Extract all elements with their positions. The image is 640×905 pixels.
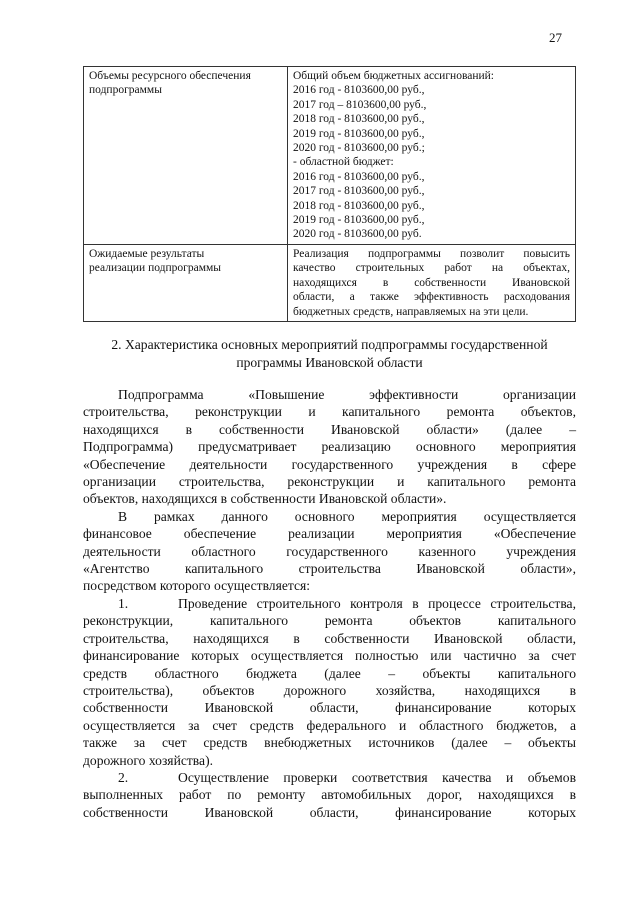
text-line: строительства), объектов дорожного хозяйства, находящихся в: [83, 682, 576, 698]
table-cell-label: [84, 244, 288, 321]
text-line: 2018 год - 8103600,00 руб.,: [293, 199, 425, 212]
body-text: [83, 386, 576, 821]
text-line: строительства, находящихся в собственности Ивановской области,: [83, 630, 576, 646]
text-line: [83, 595, 576, 612]
text-line: качество строительных работ на объектах,: [293, 262, 570, 275]
text-line: дорожного хозяйства).: [83, 752, 214, 768]
text-line: Объемы ресурсного обеспечения: [89, 70, 251, 82]
text-line: Ожидаемые результаты: [89, 247, 205, 260]
text-line: 2020 год - 8103600,00 руб.: [293, 228, 422, 241]
text-line: 2017 год – 8103600,00 руб.,: [293, 98, 427, 111]
heading-line: программы Ивановской области: [236, 354, 423, 370]
text-line: 2020 год - 8103600,00 руб.;: [293, 142, 425, 155]
table-row: [84, 67, 576, 245]
text-line: реализации подпрограммы: [89, 262, 222, 275]
text-line: Реализация подпрограммы позволит повысить: [293, 247, 570, 260]
heading-line: 2. Характеристика основных мероприятий подпрограммы государственной: [111, 337, 548, 352]
text-line-content: Проведение строительного контроля в процессе строительства,: [178, 595, 576, 611]
text-line: «Агентство капитального строительства Ивановской области»,: [83, 561, 576, 577]
section-heading: [83, 336, 576, 371]
text-line: 2016 год - 8103600,00 руб.,: [293, 170, 425, 183]
table-cell-label: [84, 67, 288, 245]
text-line: подпрограммы: [89, 84, 162, 97]
text-line-content: Осуществление проверки соответствия качества и объемов: [178, 769, 576, 785]
text-line: Общий объем бюджетных ассигнований:: [293, 70, 494, 82]
text-line: финансовое обеспечение реализации мероприятия «Обеспечение: [83, 526, 576, 542]
text-line: [83, 769, 576, 786]
text-line: также за счет средств внебюджетных источников (далее – объекты: [83, 735, 576, 751]
page-number: 27: [549, 30, 562, 45]
item-number: 2.: [118, 769, 129, 785]
item-number: 1.: [118, 595, 129, 611]
table-cell-value: [288, 67, 576, 245]
text-line: - областной бюджет:: [293, 156, 394, 169]
subprogram-passport-table: [83, 66, 576, 322]
paragraph: [83, 386, 576, 508]
text-line: 2018 год - 8103600,00 руб.,: [293, 113, 425, 126]
text-line: Подпрограмма) предусматривает реализацию основного мероприятия: [83, 439, 576, 455]
text-line: находящихся в собственности Ивановской области» (далее –: [83, 421, 576, 437]
numbered-paragraph: [83, 595, 576, 769]
paragraph: [83, 508, 576, 595]
text-line: области, а также эффективность расходования: [293, 291, 570, 304]
text-line: организации строительства, реконструкции и капитального ремонта: [83, 474, 576, 490]
text-line: выполненных работ по ремонту автомобильных дорог, находящихся в: [83, 787, 576, 803]
numbered-paragraph: [83, 769, 576, 821]
text-line: собственности Ивановской области, финансирование которых: [83, 700, 576, 716]
text-line: 2016 год - 8103600,00 руб.,: [293, 84, 425, 97]
text-line: собственности Ивановской области, финансирование которых: [83, 804, 576, 820]
text-line: Подпрограмма «Повышение эффективности организации: [118, 387, 576, 402]
text-line: В рамках данного основного мероприятия осуществляется: [118, 508, 576, 524]
text-line: 2019 год - 8103600,00 руб.,: [293, 127, 425, 140]
text-line: «Обеспечение деятельности государственного учреждения в сфере: [83, 456, 576, 472]
text-line: посредством которого осуществляется:: [83, 578, 311, 594]
text-line: реконструкции, капитального ремонта объектов капитального: [83, 613, 576, 629]
table-row: [84, 244, 576, 321]
text-line: бюджетных средств, направляемых на эти цели.: [293, 305, 529, 318]
text-line: 2019 год - 8103600,00 руб.,: [293, 214, 425, 227]
text-line: 2017 год - 8103600,00 руб.,: [293, 185, 425, 198]
text-line: находящихся в собственности Ивановской: [293, 276, 570, 289]
text-line: строительства, реконструкции и капитального ремонта объектов,: [83, 404, 576, 420]
text-line: осуществляется за счет средств федерального и областного бюджетов, а: [83, 717, 576, 733]
text-line: деятельности областного государственного казенного учреждения: [83, 543, 576, 559]
text-line: объектов, находящихся в собственности Ивановской области».: [83, 491, 447, 507]
table-cell-value: [288, 244, 576, 321]
text-line: финансирование которых осуществляется полностью или частично за счет: [83, 648, 576, 664]
text-line: средств областного бюджета (далее – объекты капитального: [83, 665, 576, 681]
